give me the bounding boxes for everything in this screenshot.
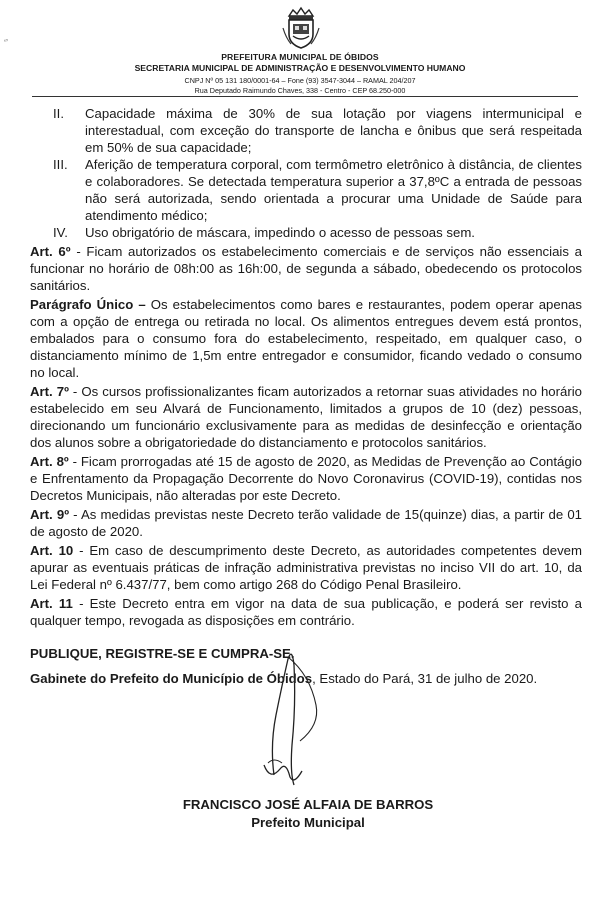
article-10 bbox=[30, 542, 582, 593]
header-title: PREFEITURA MUNICIPAL DE ÓBIDOS bbox=[221, 52, 379, 62]
article-label: Art. 11 bbox=[30, 596, 73, 611]
list-item-text: Capacidade máxima de 30% de sua lotação por viagens intermunicipal e interestadual, com exceção do transporte de lancha e ônibus que será respeitada em 50% de sua capacidade; bbox=[85, 106, 582, 155]
article-8 bbox=[30, 453, 582, 504]
article-11 bbox=[30, 595, 582, 629]
list-item-number: III. bbox=[53, 157, 68, 172]
article-text: - Ficam prorrogadas até 15 de agosto de 2020, as Medidas de Prevenção ao Contágio e Enfrentamento da Propagação Decorrente do Novo Coronavirus (COVID-19), contidas nos Decretos Municipais, não alteradas por este Decreto. bbox=[30, 454, 582, 503]
list-item-number: II. bbox=[53, 106, 64, 121]
list-item bbox=[30, 156, 582, 224]
article-text: - As medidas previstas neste Decreto terão validade de 15(quinze) dias, a partir de 01 de agosto de 2020. bbox=[30, 507, 582, 539]
gabinete-label: Gabinete do Prefeito do Município de Óbidos bbox=[30, 671, 313, 686]
publication-order: PUBLIQUE, REGISTRE-SE E CUMPRA-SE. bbox=[30, 646, 295, 661]
article-label: Parágrafo Único – bbox=[30, 297, 146, 312]
article-9 bbox=[30, 506, 582, 540]
header-address: Rua Deputado Raimundo Chaves, 338 - Centro - CEP 68.250-000 bbox=[194, 86, 406, 95]
article-6 bbox=[30, 243, 582, 294]
article-label: Art. 10 bbox=[30, 543, 74, 558]
article-text: - Este Decreto entra em vigor na data de sua publicação, e poderá ser revisto a qualquer tempo, revogada as disposições em contrário. bbox=[30, 596, 582, 628]
article-text: - Ficam autorizados os estabelecimento comerciais e de serviços não essenciais a funcionar no horário de 08h:00 as 16h:00, de segunda a sábado, obedecendo os protocolos sanitários. bbox=[30, 244, 582, 293]
header-divider bbox=[32, 96, 578, 97]
article-label: Art. 7º bbox=[30, 384, 69, 399]
article-label: Art. 6º bbox=[30, 244, 71, 259]
list-item-text: Uso obrigatório de máscara, impedindo o acesso de pessoas sem. bbox=[85, 225, 475, 240]
article-text: - Os cursos profissionalizantes ficam autorizados a retornar suas atividades no horário estabelecido em seu Alvará de Funcionamento, limitados a grupos de 10 (dez) pessoas, direcionando um funcionário exclusivamente para as medidas de desinfecção e orientação dos alunos sobre a obrigatoriedade do distanciamento e protocolos sanitários. bbox=[30, 384, 582, 450]
article-label: Art. 8º bbox=[30, 454, 69, 469]
article-text: Os estabelecimentos como bares e restaurantes, podem operar apenas com a opção de entrega ou retirada no local. Os alimentos entregues devem está prontos, embalados para o consumo fora do estabelecimento, respeitado, em qualquer caso, o distanciamento mínimo de 1,5m entre entregador e consumidor, ficando vedado o consumo no local. bbox=[30, 297, 582, 380]
signer-name: FRANCISCO JOSÉ ALFAIA DE BARROS bbox=[182, 797, 434, 812]
list-item bbox=[30, 224, 582, 241]
municipal-crest-logo bbox=[281, 6, 321, 50]
article-text: - Em caso de descumprimento deste Decreto, as autoridades competentes devem apurar as eventuais práticas de infração administrativa previstas no inciso VII do art. 10, da Lei Federal nº 6.437/77, bem como artigo 268 do Código Penal Brasileiro. bbox=[30, 543, 582, 592]
list-item bbox=[30, 105, 582, 156]
article-7 bbox=[30, 383, 582, 451]
header-contact: CNPJ Nº 05 131 180/0001-64 – Fone (93) 3547-3044 – RAMAL 204/207 bbox=[184, 76, 416, 85]
signer-role: Prefeito Municipal bbox=[251, 815, 365, 830]
gabinete-date: , Estado do Pará, 31 de julho de 2020. bbox=[312, 671, 538, 686]
header-subtitle: SECRETARIA MUNICIPAL DE ADMINISTRAÇÃO E DESENVOLVIMENTO HUMANO bbox=[134, 63, 466, 73]
list-item-number: IV. bbox=[53, 225, 68, 240]
corner-mark: ʻʼ bbox=[4, 38, 8, 48]
decree-body bbox=[30, 105, 582, 687]
paragrafo-unico bbox=[30, 296, 582, 381]
list-item-text: Aferição de temperatura corporal, com termômetro eletrônico à distância, de clientes e colaboradores. Se detectada temperatura superior a 37,8ºC a entrada de pessoas não será autorizada, sendo orientada a procurar uma Unidade de Saúde para atendimento médico; bbox=[85, 157, 582, 223]
handwritten-signature bbox=[230, 645, 340, 795]
article-label: Art. 9º bbox=[30, 507, 70, 522]
